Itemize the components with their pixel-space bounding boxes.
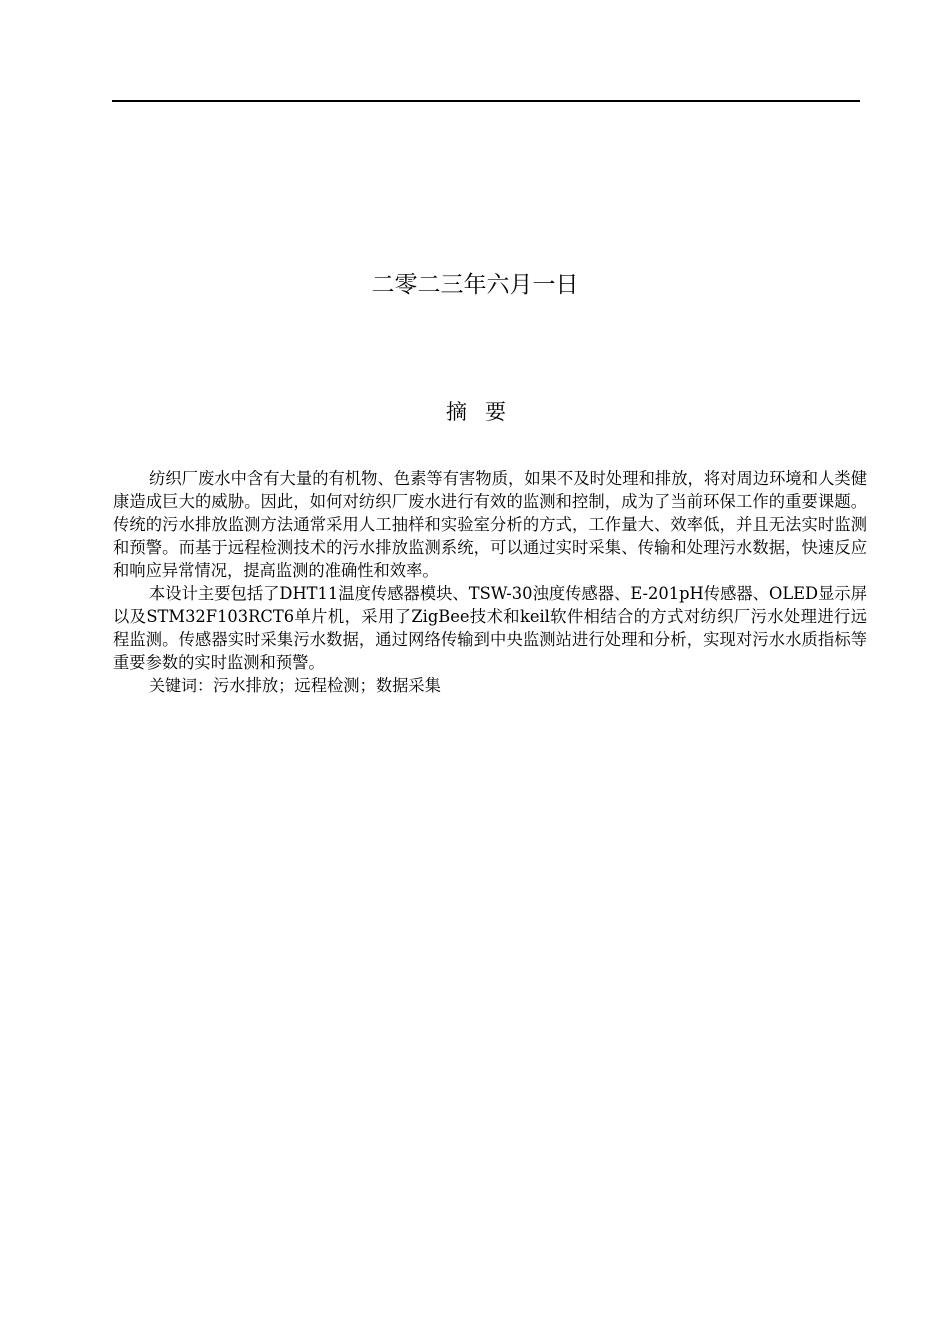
abstract-paragraph-1: 纺织厂废水中含有大量的有机物、色素等有害物质，如果不及时处理和排放，将对周边环境和人类健康造成巨大的威胁。因此，如何对纺织厂废水进行有效的监测和控制，成为了当前环保工作的重要课题。传统的污水排放监测方法通常采用人工抽样和实验室分析的方式，工作量大、效率低，并且无法实时监测和预警。而基于远程检测技术的污水排放监测系统，可以通过实时采集、传输和处理污水数据，快速反应和响应异常情况，提高监测的准确性和效率。 (113, 469, 867, 580)
keywords-label: 关键词： (149, 676, 214, 695)
keywords-line (113, 674, 867, 697)
date-line: 二零二三年六月一日 (371, 272, 579, 298)
header-rule (112, 100, 860, 102)
abstract-paragraph-2: 本设计主要包括了DHT11温度传感器模块、TSW-30浊度传感器、E-201pH传感器、OLED显示屏以及STM32F103RCT6单片机，采用了ZigBee技术和keil软件相结合的方式对纺织厂污水处理进行远程监测。传感器实时采集污水数据，通过网络传输到中央监测站进行处理和分析，实现对污水水质指标等重要参数的实时监测和预警。 (113, 584, 867, 672)
abstract-body (113, 467, 867, 697)
keywords-text: 污水排放；远程检测；数据采集 (213, 676, 441, 695)
abstract-heading: 摘要 (446, 400, 524, 424)
